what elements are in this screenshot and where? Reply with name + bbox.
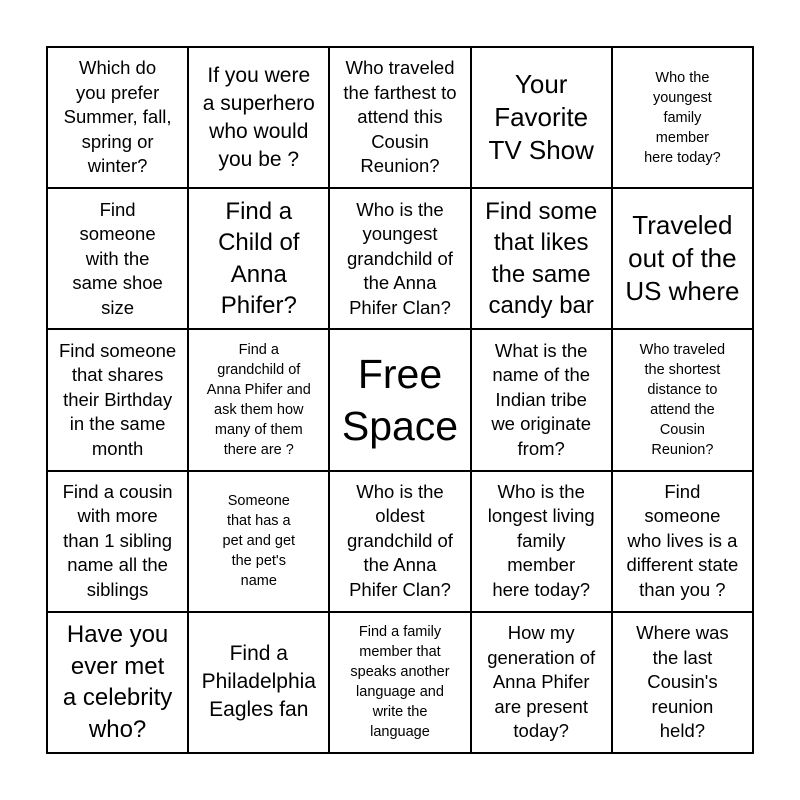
bingo-cell-r1c2[interactable] xyxy=(188,47,329,188)
cell-text: Who is the longest living family member here today? xyxy=(487,480,595,600)
bingo-cell-r4c4[interactable] xyxy=(471,471,612,612)
bingo-cell-r5c4[interactable] xyxy=(471,612,612,753)
cell-text: Which do you prefer Summer, fall, spring or winter? xyxy=(63,57,172,177)
cell-text: Find someone that shares their Birthday in the same month xyxy=(58,339,177,459)
bingo-cell-r2c5[interactable] xyxy=(612,188,753,329)
bingo-cell-r1c3[interactable] xyxy=(329,47,470,188)
cell-text: Find a Philadelphia Eagles fan xyxy=(201,642,316,722)
cell-text: Find a cousin with more than 1 sibling name all the siblings xyxy=(62,480,173,600)
cell-text: Find someone who lives is a different state than you ? xyxy=(626,480,739,600)
bingo-cell-r5c3[interactable] xyxy=(329,612,470,753)
cell-text: Find someone with the same shoe size xyxy=(72,198,163,318)
cell-text: Someone that has a pet and get the pet's name xyxy=(222,493,296,590)
bingo-cell-r1c1[interactable] xyxy=(47,47,188,188)
bingo-cell-r3c5[interactable] xyxy=(612,329,753,470)
bingo-cell-r2c4[interactable] xyxy=(471,188,612,329)
bingo-cell-r1c5[interactable] xyxy=(612,47,753,188)
free-space-label: Free Space xyxy=(341,350,459,449)
cell-text: Who traveled the farthest to attend this Cousin Reunion? xyxy=(343,57,457,177)
bingo-cell-r4c5[interactable] xyxy=(612,471,753,612)
bingo-cell-r5c1[interactable] xyxy=(47,612,188,753)
bingo-cell-r5c5[interactable] xyxy=(612,612,753,753)
cell-text: Find some that likes the same candy bar xyxy=(485,197,598,320)
bingo-cell-r4c3[interactable] xyxy=(329,471,470,612)
cell-text: Traveled out of the US where xyxy=(625,210,740,307)
bingo-board xyxy=(46,46,754,754)
bingo-cell-r1c4[interactable] xyxy=(471,47,612,188)
cell-text: Who is the youngest grandchild of the Anna Phifer Clan? xyxy=(347,198,453,318)
cell-text: How my generation of Anna Phifer are present today? xyxy=(487,622,596,742)
bingo-cell-r3c2[interactable] xyxy=(188,329,329,470)
bingo-cell-r4c1[interactable] xyxy=(47,471,188,612)
cell-text: Who is the oldest grandchild of the Anna Phifer Clan? xyxy=(347,480,453,600)
cell-text: Who the youngest family member here today? xyxy=(644,69,721,166)
cell-text: Find a Child of Anna Phifer? xyxy=(218,197,300,320)
cell-text: What is the name of the Indian tribe we originate from? xyxy=(491,339,592,459)
bingo-cell-r2c2[interactable] xyxy=(188,188,329,329)
bingo-cell-r3c1[interactable] xyxy=(47,329,188,470)
bingo-cell-r4c2[interactable] xyxy=(188,471,329,612)
cell-text: Find a family member that speaks another language and write the language xyxy=(350,624,450,741)
bingo-cell-r2c3[interactable] xyxy=(329,188,470,329)
cell-text: Where was the last Cousin's reunion held? xyxy=(636,622,729,742)
bingo-cell-r5c2[interactable] xyxy=(188,612,329,753)
bingo-cell-r2c1[interactable] xyxy=(47,188,188,329)
bingo-cell-r3c4[interactable] xyxy=(471,329,612,470)
cell-text: Your Favorite TV Show xyxy=(488,69,594,166)
cell-text: Find a grandchild of Anna Phifer and ask them how many of them there are ? xyxy=(206,341,311,458)
cell-text: Have you ever met a celebrity who? xyxy=(62,621,173,743)
bingo-cell-free-space[interactable] xyxy=(329,329,470,470)
cell-text: If you were a superhero who would you be ? xyxy=(202,63,315,171)
cell-text: Who traveled the shortest distance to attend the Cousin Reunion? xyxy=(639,341,726,458)
